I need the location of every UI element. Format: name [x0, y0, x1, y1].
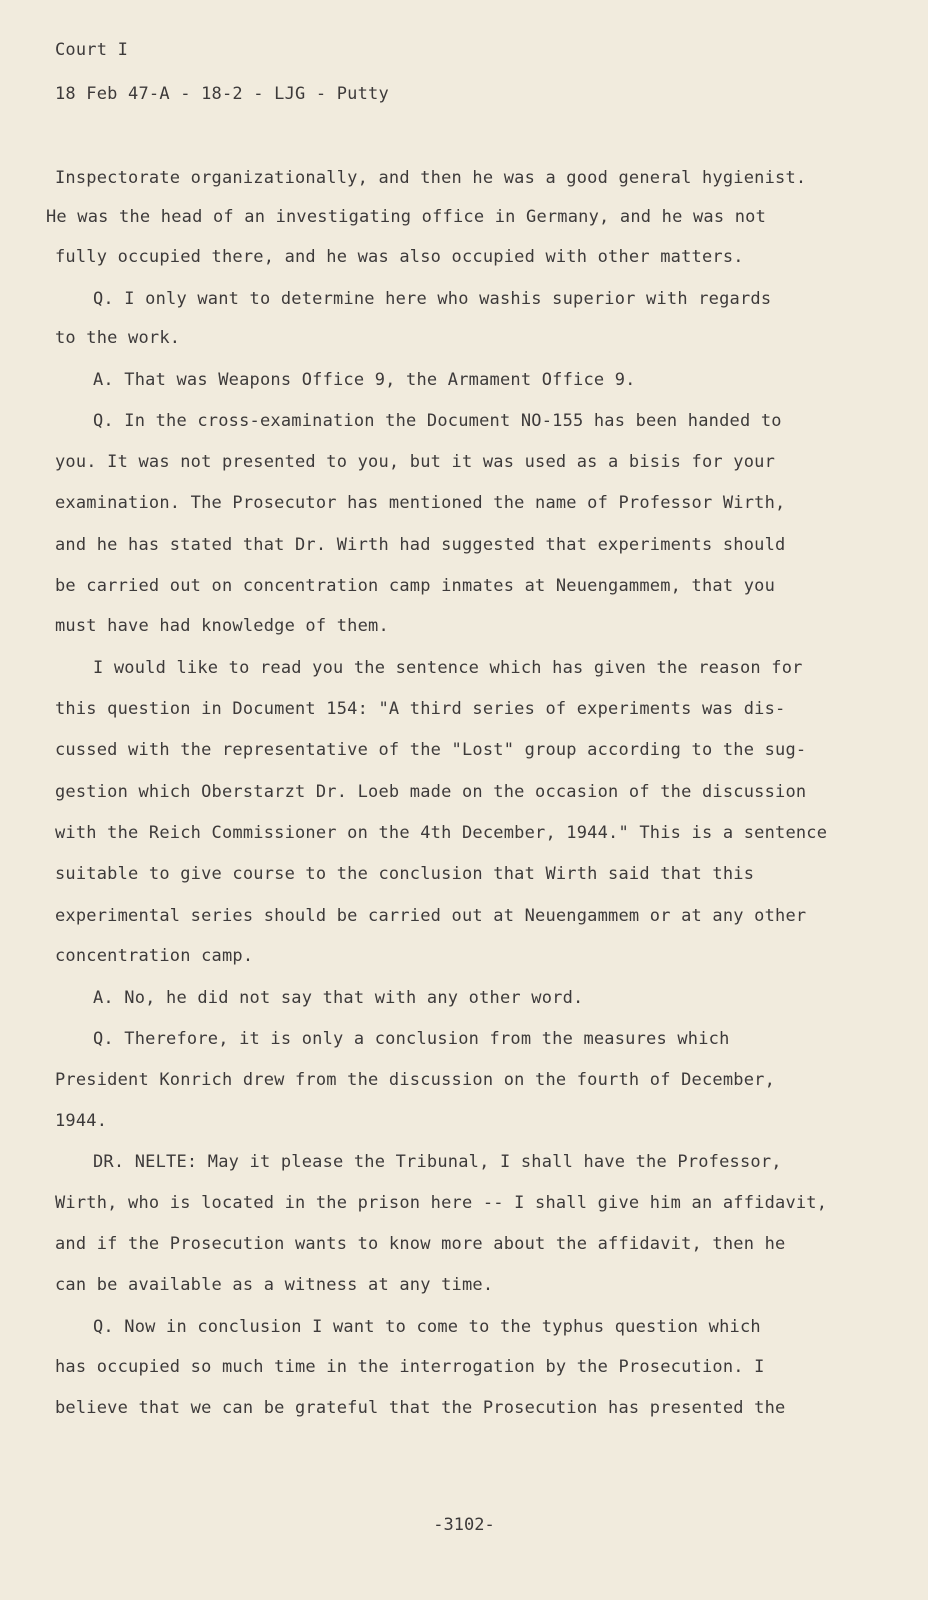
transcript-line: be carried out on concentration camp inmates at Neuengammem, that you	[55, 576, 776, 596]
transcript-line: gestion which Oberstarzt Dr. Loeb made on the occasion of the discussion	[55, 782, 807, 802]
transcript-line: A. No, he did not say that with any other word.	[93, 988, 584, 1008]
transcript-line: A. That was Weapons Office 9, the Armament Office 9.	[93, 370, 636, 390]
transcript-line: must have had knowledge of them.	[55, 616, 389, 636]
transcript-line: with the Reich Commissioner on the 4th December, 1944." This is a sentence	[55, 823, 828, 843]
transcript-line: Q. Therefore, it is only a conclusion from the measures which	[93, 1029, 730, 1049]
transcript-line: Q. Now in conclusion I want to come to the typhus question which	[93, 1317, 761, 1337]
transcript-line: you. It was not presented to you, but it was used as a bisis for your	[55, 452, 776, 472]
session-reference: 18 Feb 47-A - 18-2 - LJG - Putty	[55, 84, 389, 104]
transcript-line: DR. NELTE: May it please the Tribunal, I shall have the Professor,	[93, 1152, 782, 1172]
transcript-line: experimental series should be carried out at Neuengammem or at any other	[55, 906, 807, 926]
transcript-line: and he has stated that Dr. Wirth had suggested that experiments should	[55, 535, 786, 555]
transcript-line: suitable to give course to the conclusion that Wirth said that this	[55, 864, 755, 884]
transcript-line: Q. In the cross-examination the Document NO-155 has been handed to	[93, 411, 782, 431]
transcript-line: this question in Document 154: "A third series of experiments was dis-	[55, 699, 786, 719]
transcript-line: has occupied so much time in the interrogation by the Prosecution. I	[55, 1357, 765, 1377]
court-label: Court I	[55, 40, 129, 60]
transcript-line: I would like to read you the sentence which has given the reason for	[93, 658, 803, 678]
transcript-line: can be available as a witness at any time.	[55, 1275, 494, 1295]
transcript-line: Wirth, who is located in the prison here -- I shall give him an affidavit,	[55, 1193, 828, 1213]
transcript-line: Inspectorate organizationally, and then he was a good general hygienist.	[55, 168, 807, 188]
transcript-line: President Konrich drew from the discussion on the fourth of December,	[55, 1070, 776, 1090]
transcript-line: and if the Prosecution wants to know more about the affidavit, then he	[55, 1234, 786, 1254]
transcript-line: concentration camp.	[55, 946, 254, 966]
transcript-line: fully occupied there, and he was also occupied with other matters.	[55, 247, 744, 267]
transcript-line: to the work.	[55, 328, 181, 348]
transcript-line: 1944.	[55, 1111, 108, 1131]
page-number: -3102-	[433, 1515, 495, 1535]
transcript-line: examination. The Prosecutor has mentioned the name of Professor Wirth,	[55, 493, 786, 513]
transcript-line: He was the head of an investigating office in Germany, and he was not	[46, 207, 767, 227]
transcript-line: believe that we can be grateful that the Prosecution has presented the	[55, 1398, 786, 1418]
transcript-line: cussed with the representative of the "Lost" group according to the sug-	[55, 740, 807, 760]
transcript-line: Q. I only want to determine here who washis superior with regards	[93, 289, 772, 309]
